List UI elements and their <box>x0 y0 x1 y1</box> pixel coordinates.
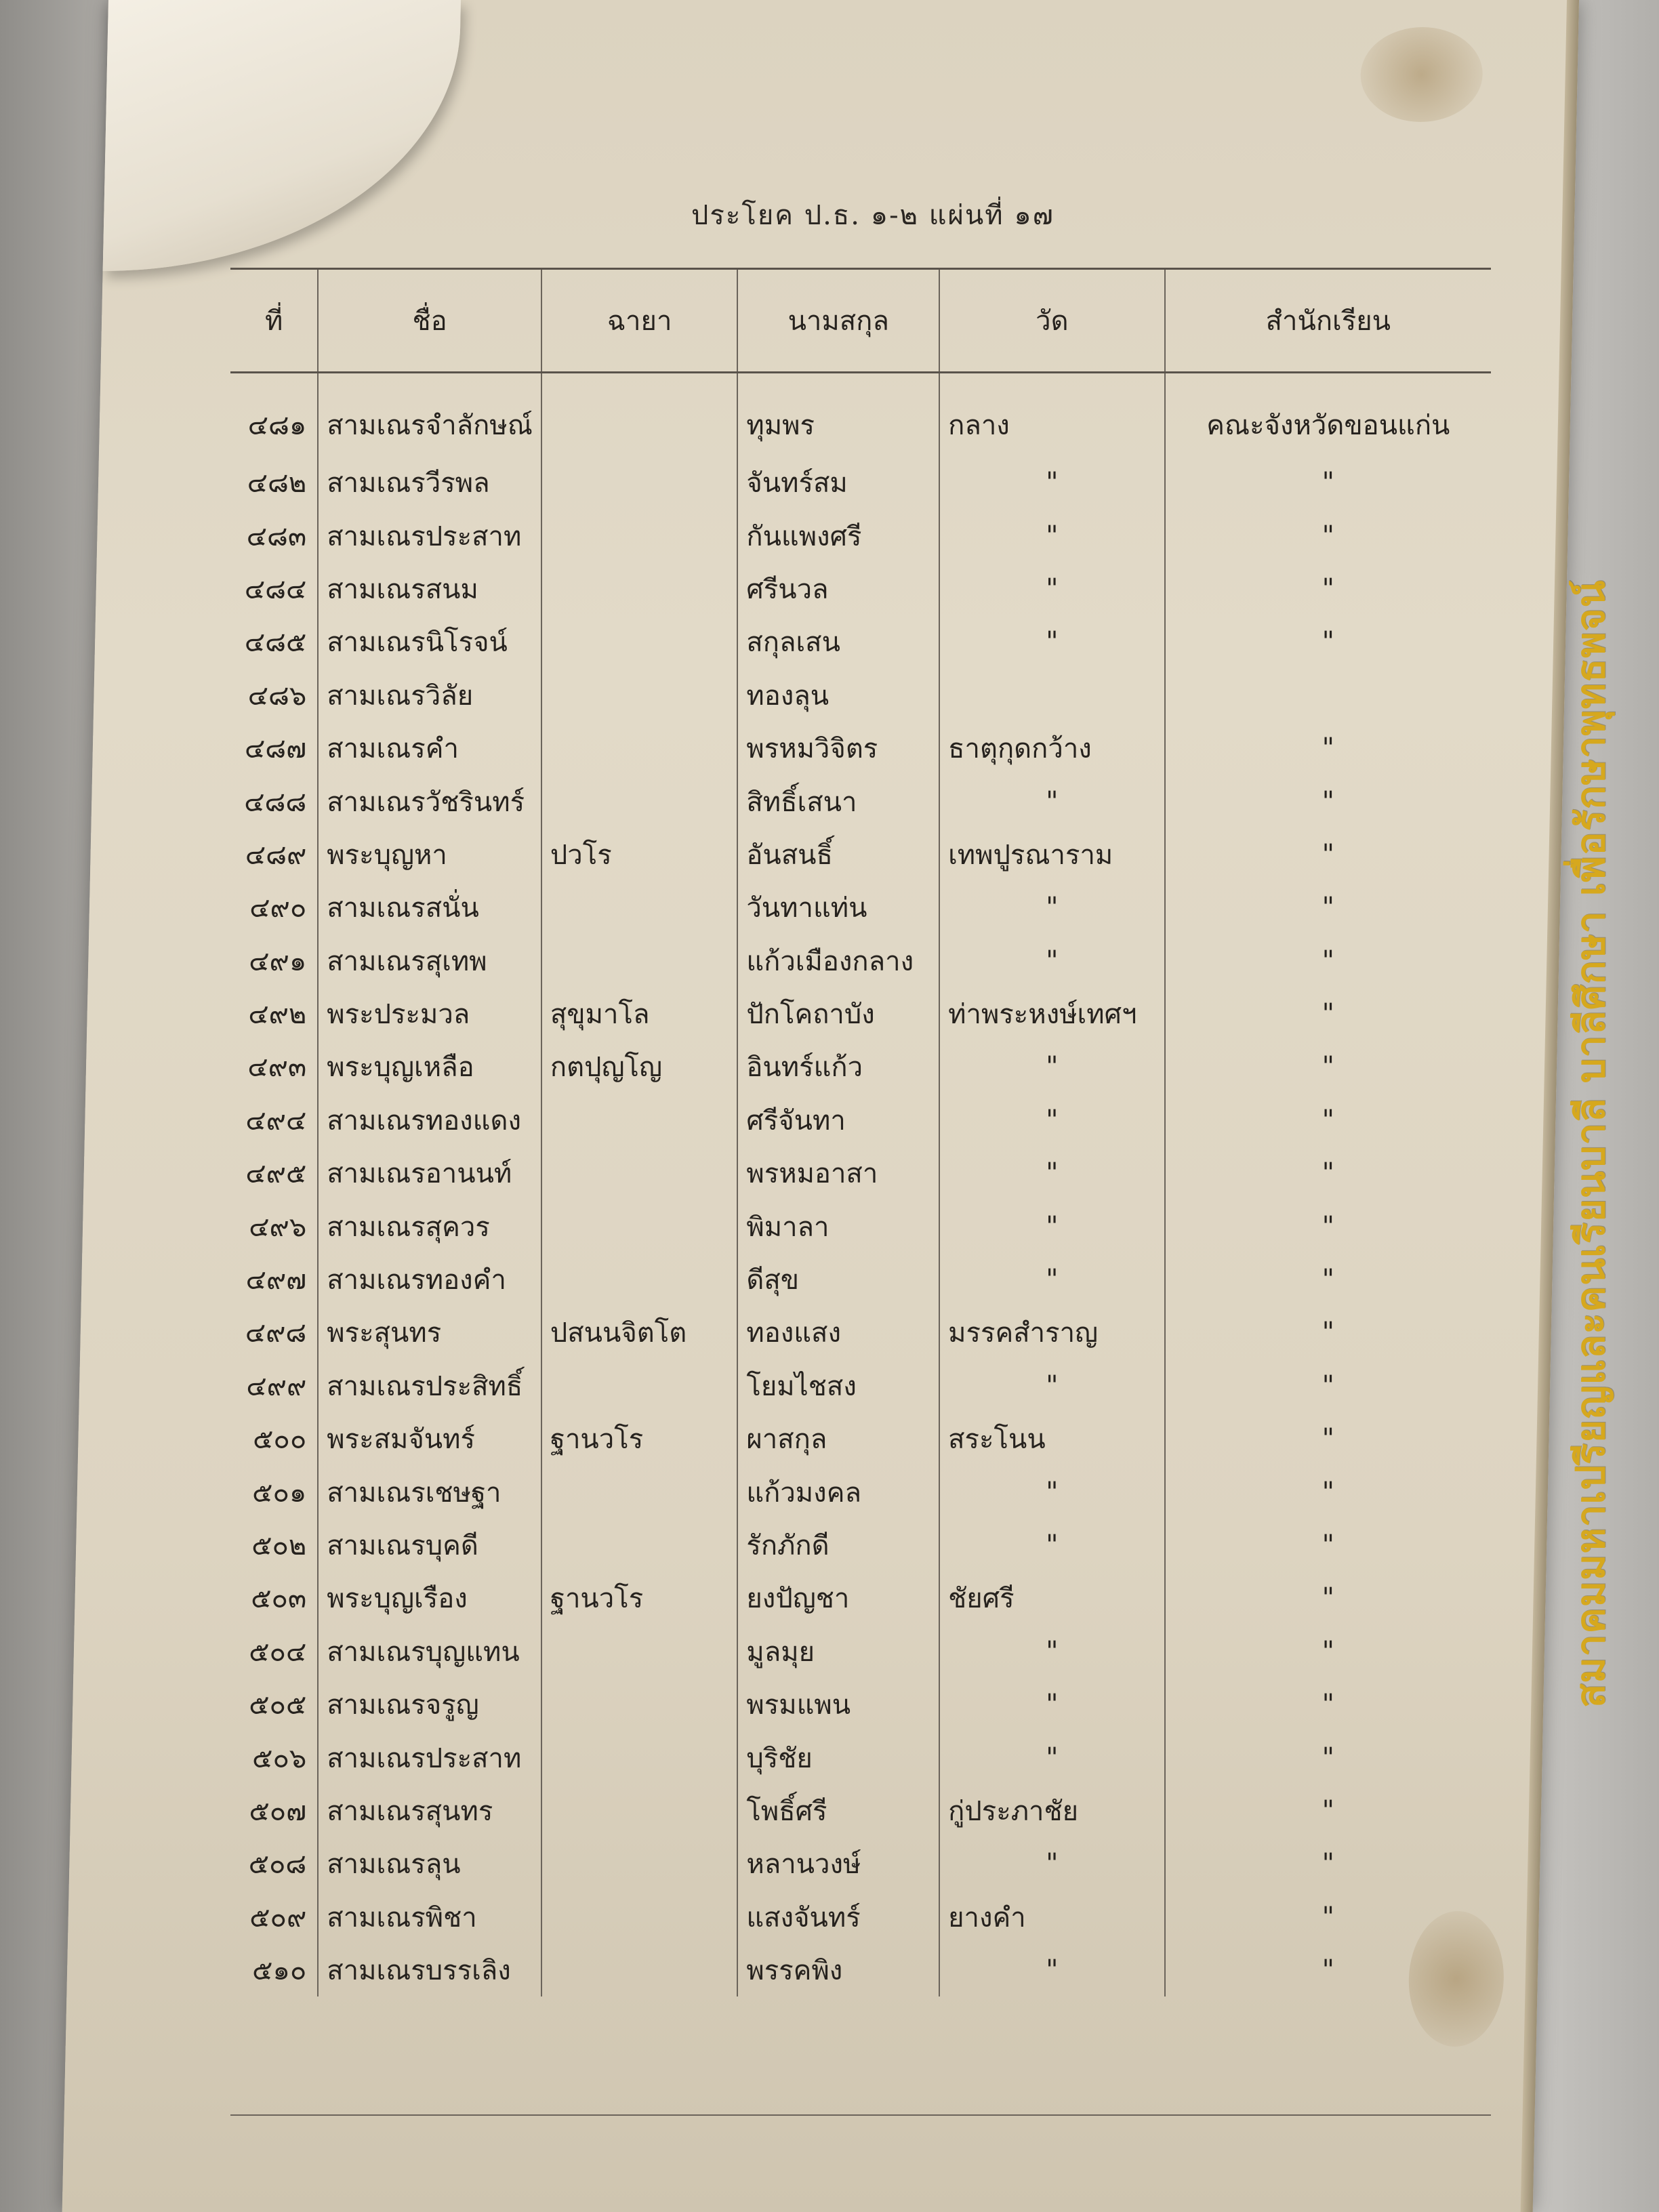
row-school: " <box>1165 775 1491 827</box>
row-chaya <box>541 562 737 615</box>
column-header-chaya: ฉายา <box>541 269 737 373</box>
row-number: ๔๙๙ <box>246 1370 307 1402</box>
row-school: " <box>1165 1094 1491 1147</box>
row-surname: ศรีจันทา <box>737 1094 939 1147</box>
row-school <box>1165 669 1491 722</box>
row-wat: ท่าพระหงษ์เทศฯ <box>939 987 1164 1040</box>
table-row <box>230 1306 1491 1359</box>
row-chaya <box>541 935 737 987</box>
table-row <box>230 1572 1491 1624</box>
column-header-no: ที่ <box>230 269 318 373</box>
row-chaya <box>541 1147 737 1200</box>
table-body <box>230 373 1491 1997</box>
row-surname: จันทร์สม <box>737 456 939 509</box>
row-chaya <box>541 1784 737 1837</box>
row-surname: พรรคพิง <box>737 1944 939 1996</box>
row-name: สามเณรทองแดง <box>318 1094 541 1147</box>
row-surname: โพธิ์ศรี <box>737 1784 939 1837</box>
row-number: ๔๘๑ <box>247 410 307 441</box>
row-number: ๕๐๑ <box>252 1477 307 1509</box>
row-surname: ยงปัญชา <box>737 1572 939 1624</box>
row-chaya: ฐานวโร <box>541 1572 737 1624</box>
row-number: ๔๙๒ <box>248 999 307 1031</box>
row-surname: มูลมุย <box>737 1625 939 1678</box>
row-school: " <box>1165 987 1491 1040</box>
row-school: " <box>1165 509 1491 562</box>
table-row <box>230 1359 1491 1412</box>
row-wat: " <box>939 1147 1164 1200</box>
table-row <box>230 1731 1491 1784</box>
row-wat: ยางคำ <box>939 1891 1164 1944</box>
table-row <box>230 1519 1491 1572</box>
row-surname: ปักโคถาบัง <box>737 987 939 1040</box>
row-chaya <box>541 1625 737 1678</box>
row-wat: ธาตุกุดกว้าง <box>939 722 1164 775</box>
row-number: ๔๘๙ <box>245 839 307 871</box>
row-surname: อันสนธิ์ <box>737 828 939 881</box>
row-school: " <box>1165 1784 1491 1837</box>
row-chaya <box>541 1678 737 1731</box>
row-number: ๕๐๓ <box>251 1583 307 1615</box>
row-name: สามเณรสุเทพ <box>318 935 541 987</box>
row-school: " <box>1165 1519 1491 1572</box>
row-chaya <box>541 1944 737 1996</box>
row-wat: " <box>939 1040 1164 1093</box>
row-surname: สกุลเสน <box>737 615 939 668</box>
table-row <box>230 615 1491 668</box>
row-number: ๕๐๙ <box>249 1902 307 1933</box>
row-number: ๕๐๐ <box>253 1424 307 1456</box>
row-number: ๕๐๖ <box>252 1742 307 1774</box>
row-wat: " <box>939 562 1164 615</box>
row-wat: " <box>939 1731 1164 1784</box>
row-name: สามเณรบุญแทน <box>318 1625 541 1678</box>
row-name: สามเณรคำ <box>318 722 541 775</box>
row-name: สามเณรสนั่น <box>318 881 541 934</box>
row-chaya <box>541 1465 737 1518</box>
row-wat: กู่ประภาชัย <box>939 1784 1164 1837</box>
row-name: สามเณรสนม <box>318 562 541 615</box>
row-chaya: ปสนนจิตโต <box>541 1306 737 1359</box>
row-surname: ศรีนวล <box>737 562 939 615</box>
row-surname: แก้วมงคล <box>737 1465 939 1518</box>
roster-table <box>230 268 1491 1996</box>
row-chaya <box>541 669 737 722</box>
row-chaya <box>541 373 737 457</box>
row-wat: เทพปูรณาราม <box>939 828 1164 881</box>
row-name: สามเณรวัชรินทร์ <box>318 775 541 827</box>
table-row <box>230 562 1491 615</box>
column-header-school: สำนักเรียน <box>1165 269 1491 373</box>
row-number: ๔๙๘ <box>245 1317 307 1349</box>
row-chaya <box>541 1519 737 1572</box>
table-row <box>230 1678 1491 1731</box>
row-name: สามเณรบรรเลิง <box>318 1944 541 1996</box>
bottom-rule <box>230 2114 1491 2116</box>
table-row <box>230 1253 1491 1306</box>
row-name: สามเณรทองคำ <box>318 1253 541 1306</box>
row-name: สามเณรลุน <box>318 1837 541 1890</box>
row-chaya <box>541 1891 737 1944</box>
row-surname: พรหมอาสา <box>737 1147 939 1200</box>
row-number: ๔๙๐ <box>249 893 307 924</box>
row-name: สามเณรจรูญ <box>318 1678 541 1731</box>
row-name: สามเณรประสิทธิ์ <box>318 1359 541 1412</box>
row-name: สามเณรวีรพล <box>318 456 541 509</box>
row-name: สามเณรสุควร <box>318 1200 541 1252</box>
row-wat: " <box>939 881 1164 934</box>
row-chaya <box>541 1253 737 1306</box>
row-school: " <box>1165 615 1491 668</box>
table-row <box>230 1625 1491 1678</box>
row-wat: " <box>939 1094 1164 1147</box>
row-number: ๕๐๕ <box>249 1689 307 1721</box>
row-number: ๔๘๕ <box>244 627 307 659</box>
row-chaya <box>541 881 737 934</box>
row-surname: ทองลุน <box>737 669 939 722</box>
row-surname: วันทาแท่น <box>737 881 939 934</box>
table-row <box>230 1412 1491 1465</box>
table-row <box>230 456 1491 509</box>
row-surname: ผาสกุล <box>737 1412 939 1465</box>
row-name: สามเณรพิชา <box>318 1891 541 1944</box>
table-row <box>230 509 1491 562</box>
row-surname: พรหมวิจิตร <box>737 722 939 775</box>
page-curl <box>103 0 461 271</box>
row-school: " <box>1165 722 1491 775</box>
row-wat: " <box>939 1359 1164 1412</box>
table-row <box>230 1465 1491 1518</box>
row-number: ๔๙๔ <box>245 1105 307 1136</box>
table-row <box>230 1944 1491 1996</box>
row-chaya: สุขุมาโล <box>541 987 737 1040</box>
table-row <box>230 881 1491 934</box>
table-row <box>230 1837 1491 1890</box>
row-school: " <box>1165 1412 1491 1465</box>
row-school: " <box>1165 1253 1491 1306</box>
row-chaya: กตปุญโญ <box>541 1040 737 1093</box>
table-row <box>230 1200 1491 1252</box>
row-surname: พรมแพน <box>737 1678 939 1731</box>
table-row <box>230 1040 1491 1093</box>
row-surname: แสงจันทร์ <box>737 1891 939 1944</box>
row-number: ๔๘๗ <box>245 733 307 765</box>
row-wat: " <box>939 1519 1164 1572</box>
row-number: ๕๐๔ <box>249 1636 307 1668</box>
row-wat: " <box>939 615 1164 668</box>
row-chaya <box>541 615 737 668</box>
watermark-text: สมาคมมหาเปรียญและคนเรียนบาลี บาลีศึกษา เพื่อรักษาพุทธพจน์ <box>1568 579 1614 1708</box>
row-school: " <box>1165 1625 1491 1678</box>
row-name: สามเณรสุนทร <box>318 1784 541 1837</box>
row-chaya <box>541 775 737 827</box>
row-name: พระสุนทร <box>318 1306 541 1359</box>
row-name: พระบุญเหลือ <box>318 1040 541 1093</box>
row-name: พระบุญหา <box>318 828 541 881</box>
row-surname: สิทธิ์เสนา <box>737 775 939 827</box>
row-number: ๔๘๘ <box>244 786 307 818</box>
row-surname: อินทร์แก้ว <box>737 1040 939 1093</box>
row-surname: รักภักดี <box>737 1519 939 1572</box>
row-name: สามเณรเชษฐา <box>318 1465 541 1518</box>
row-wat: " <box>939 1625 1164 1678</box>
row-number: ๕๐๗ <box>249 1795 307 1827</box>
column-header-name: ชื่อ <box>318 269 541 373</box>
table-row <box>230 669 1491 722</box>
row-surname: ดีสุข <box>737 1253 939 1306</box>
row-school: " <box>1165 828 1491 881</box>
table-row <box>230 373 1491 457</box>
table-row <box>230 1147 1491 1200</box>
row-wat: " <box>939 1678 1164 1731</box>
row-number: ๔๙๑ <box>249 945 307 977</box>
row-surname: แก้วเมืองกลาง <box>737 935 939 987</box>
row-wat: " <box>939 1200 1164 1252</box>
row-chaya: ปวโร <box>541 828 737 881</box>
row-school: " <box>1165 881 1491 934</box>
row-number: ๕๑๐ <box>252 1955 307 1987</box>
row-chaya <box>541 456 737 509</box>
row-school: " <box>1165 1944 1491 1996</box>
row-name: สามเณรนิโรจน์ <box>318 615 541 668</box>
row-surname: ทองแสง <box>737 1306 939 1359</box>
table-row <box>230 1784 1491 1837</box>
row-wat: " <box>939 1837 1164 1890</box>
row-name: พระบุญเรือง <box>318 1572 541 1624</box>
row-school: " <box>1165 1040 1491 1093</box>
row-school: " <box>1165 1731 1491 1784</box>
row-surname: หลานวงษ์ <box>737 1837 939 1890</box>
table-row <box>230 722 1491 775</box>
row-number: ๕๐๒ <box>251 1530 307 1561</box>
row-number: ๔๙๓ <box>247 1052 307 1084</box>
row-school: " <box>1165 562 1491 615</box>
row-number: ๔๘๒ <box>247 468 307 499</box>
row-number: ๔๙๕ <box>245 1158 307 1190</box>
row-chaya <box>541 1731 737 1784</box>
row-chaya <box>541 722 737 775</box>
row-wat: " <box>939 509 1164 562</box>
row-name: สามเณรประสาท <box>318 1731 541 1784</box>
row-wat: " <box>939 1944 1164 1996</box>
row-number: ๔๙๖ <box>249 1211 307 1243</box>
row-surname: กันแพงศรี <box>737 509 939 562</box>
table-row <box>230 987 1491 1040</box>
table-row <box>230 828 1491 881</box>
row-chaya: ฐานวโร <box>541 1412 737 1465</box>
table-row <box>230 1094 1491 1147</box>
row-surname: ทุมพร <box>737 373 939 457</box>
table-row <box>230 935 1491 987</box>
row-school: " <box>1165 1465 1491 1518</box>
row-chaya <box>541 1200 737 1252</box>
row-name: สามเณรอานนท์ <box>318 1147 541 1200</box>
row-school: " <box>1165 1891 1491 1944</box>
row-school: " <box>1165 1572 1491 1624</box>
row-wat: " <box>939 935 1164 987</box>
row-wat: " <box>939 1253 1164 1306</box>
row-surname: โยมไชสง <box>737 1359 939 1412</box>
table-row <box>230 1891 1491 1944</box>
row-school: " <box>1165 1359 1491 1412</box>
row-wat: กลาง <box>939 373 1164 457</box>
page-header: ประโยค ป.ธ. ๑-๒ แผ่นที่ ๑๗ <box>691 200 1054 231</box>
row-chaya <box>541 1837 737 1890</box>
row-school: " <box>1165 935 1491 987</box>
column-header-surname: นามสกุล <box>737 269 939 373</box>
row-name: สามเณรจำลักษณ์ <box>318 373 541 457</box>
row-school: คณะจังหวัดขอนแก่น <box>1165 373 1491 457</box>
row-name: สามเณรวิลัย <box>318 669 541 722</box>
row-wat: สระโนน <box>939 1412 1164 1465</box>
row-wat: " <box>939 775 1164 827</box>
row-wat: " <box>939 456 1164 509</box>
row-name: พระสมจันทร์ <box>318 1412 541 1465</box>
row-wat <box>939 669 1164 722</box>
row-school: " <box>1165 1306 1491 1359</box>
row-school: " <box>1165 1837 1491 1890</box>
column-header-wat: วัด <box>939 269 1164 373</box>
row-name: สามเณรประสาท <box>318 509 541 562</box>
row-chaya <box>541 509 737 562</box>
row-name: สามเณรบุคดี <box>318 1519 541 1572</box>
table-row <box>230 775 1491 827</box>
row-wat: " <box>939 1465 1164 1518</box>
row-wat: ชัยศรี <box>939 1572 1164 1624</box>
row-name: พระประมวล <box>318 987 541 1040</box>
stain <box>1359 27 1483 122</box>
row-number: ๔๘๓ <box>246 520 307 552</box>
row-wat: มรรคสำราญ <box>939 1306 1164 1359</box>
row-school: " <box>1165 1678 1491 1731</box>
table-header-row <box>230 269 1491 373</box>
row-school: " <box>1165 1200 1491 1252</box>
row-number: ๕๐๘ <box>248 1849 307 1881</box>
row-school: " <box>1165 1147 1491 1200</box>
row-number: ๔๘๔ <box>244 573 307 605</box>
row-surname: พิมาลา <box>737 1200 939 1252</box>
row-number: ๔๘๖ <box>247 680 307 712</box>
row-chaya <box>541 1359 737 1412</box>
row-school: " <box>1165 456 1491 509</box>
row-number: ๔๙๗ <box>245 1265 307 1296</box>
row-surname: บุริชัย <box>737 1731 939 1784</box>
row-chaya <box>541 1094 737 1147</box>
